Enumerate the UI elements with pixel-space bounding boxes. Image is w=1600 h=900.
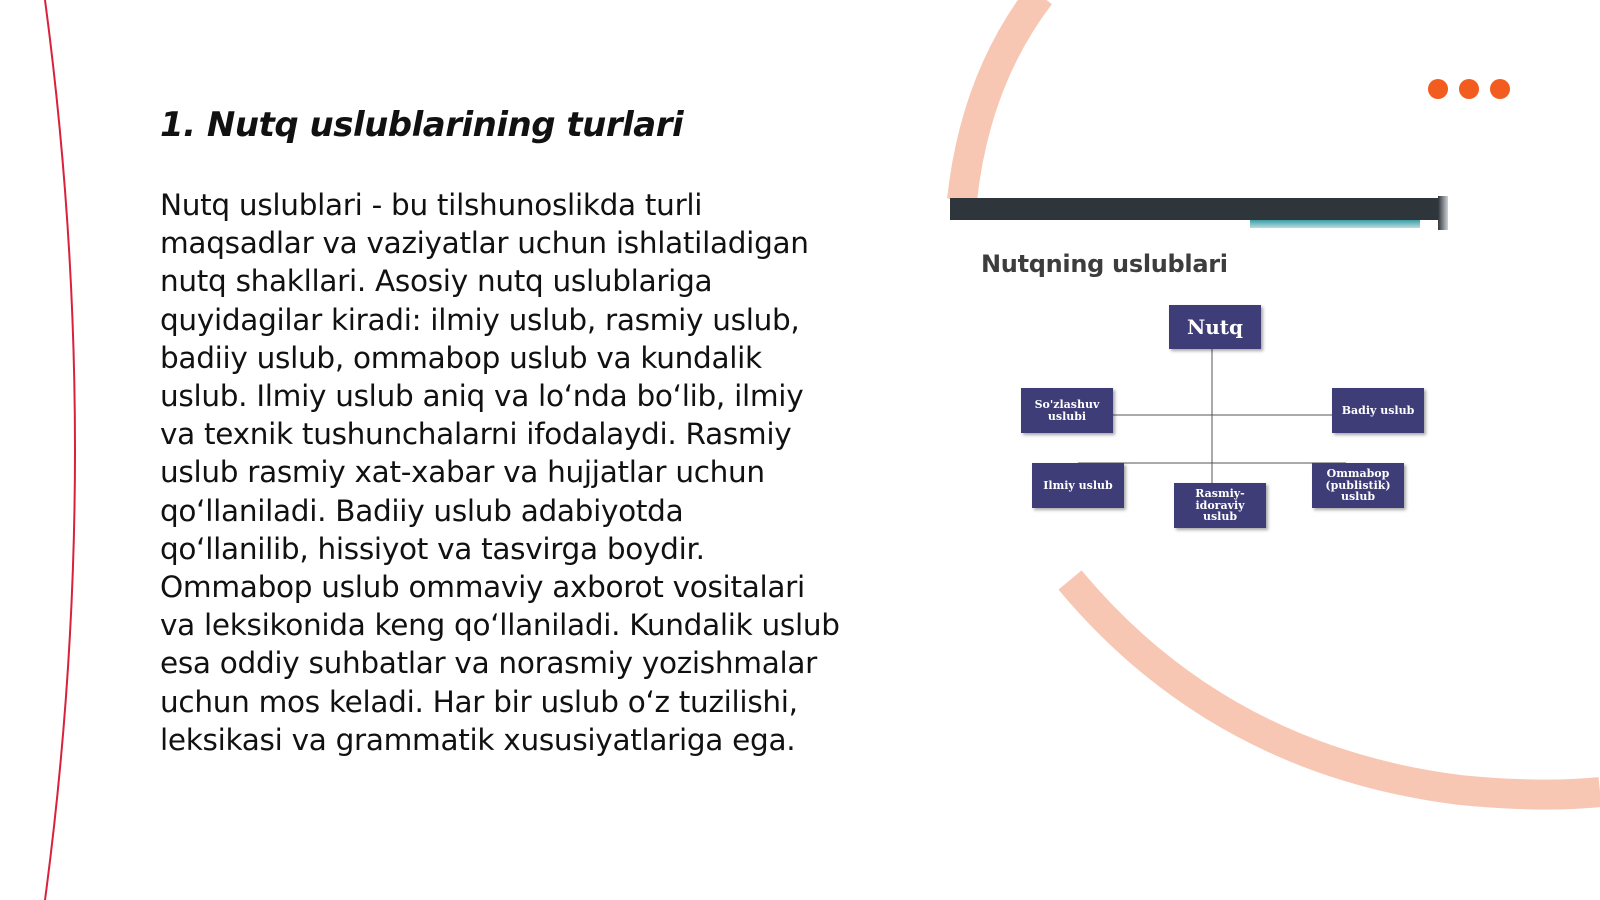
diagram-heading: Nutqning uslublari [981, 250, 1228, 278]
arc-bottom [1070, 580, 1600, 795]
slide-body-text: Nutq uslublari - bu tilshunoslikda turli maqsadlar va vaziyatlar uchun ishlatiladigan nutq shakllari. Asosiy nutq uslublariga quyidagilar kiradi: ilmiy uslub, rasmiy uslub, badiiy uslub, ommabop uslub va kundalik uslub. Ilmiy uslub aniq va lo‘nda bo‘lib, ilmiy va texnik tushunchalarni ifodalaydi. Rasmiy uslub rasmiy xat-xabar va hujjatlar uchun qo‘llaniladi. Badiiy uslub adabiyotda qo‘llanilib, hissiyot va tasvirga boydir. Ommabop uslub ommaviy axborot vositalari va leksikonida keng qo‘llaniladi. Kundalik uslub esa oddiy suhbatlar va norasmiy yozishmalar uchun mos keladi. Har bir uslub o‘z tuzilishi, leksikasi va grammatik xususiyatlariga ega. [160, 188, 840, 757]
diagram-node-nutq: Nutq [1169, 305, 1261, 349]
diagram-node-badiiy: Badiy uslub [1332, 388, 1424, 433]
diagram-node-ommabop: Ommabop (publistik) uslub [1312, 463, 1404, 508]
diagram-image [950, 198, 1450, 538]
decorative-dots [1428, 79, 1510, 99]
dot-icon [1459, 79, 1479, 99]
dot-icon [1490, 79, 1510, 99]
diagram-node-rasmiy: Rasmiy- idoraviy uslub [1174, 483, 1266, 528]
diagram-node-sozlashuv: So'zlashuv uslubi [1021, 388, 1113, 433]
diagram-node-ilmiy: Ilmiy uslub [1032, 463, 1124, 508]
left-curve-line [45, 0, 75, 900]
dot-icon [1428, 79, 1448, 99]
arc-top [962, 0, 1040, 200]
slide-title: 1. Nutq uslublarining turlari [160, 105, 684, 145]
